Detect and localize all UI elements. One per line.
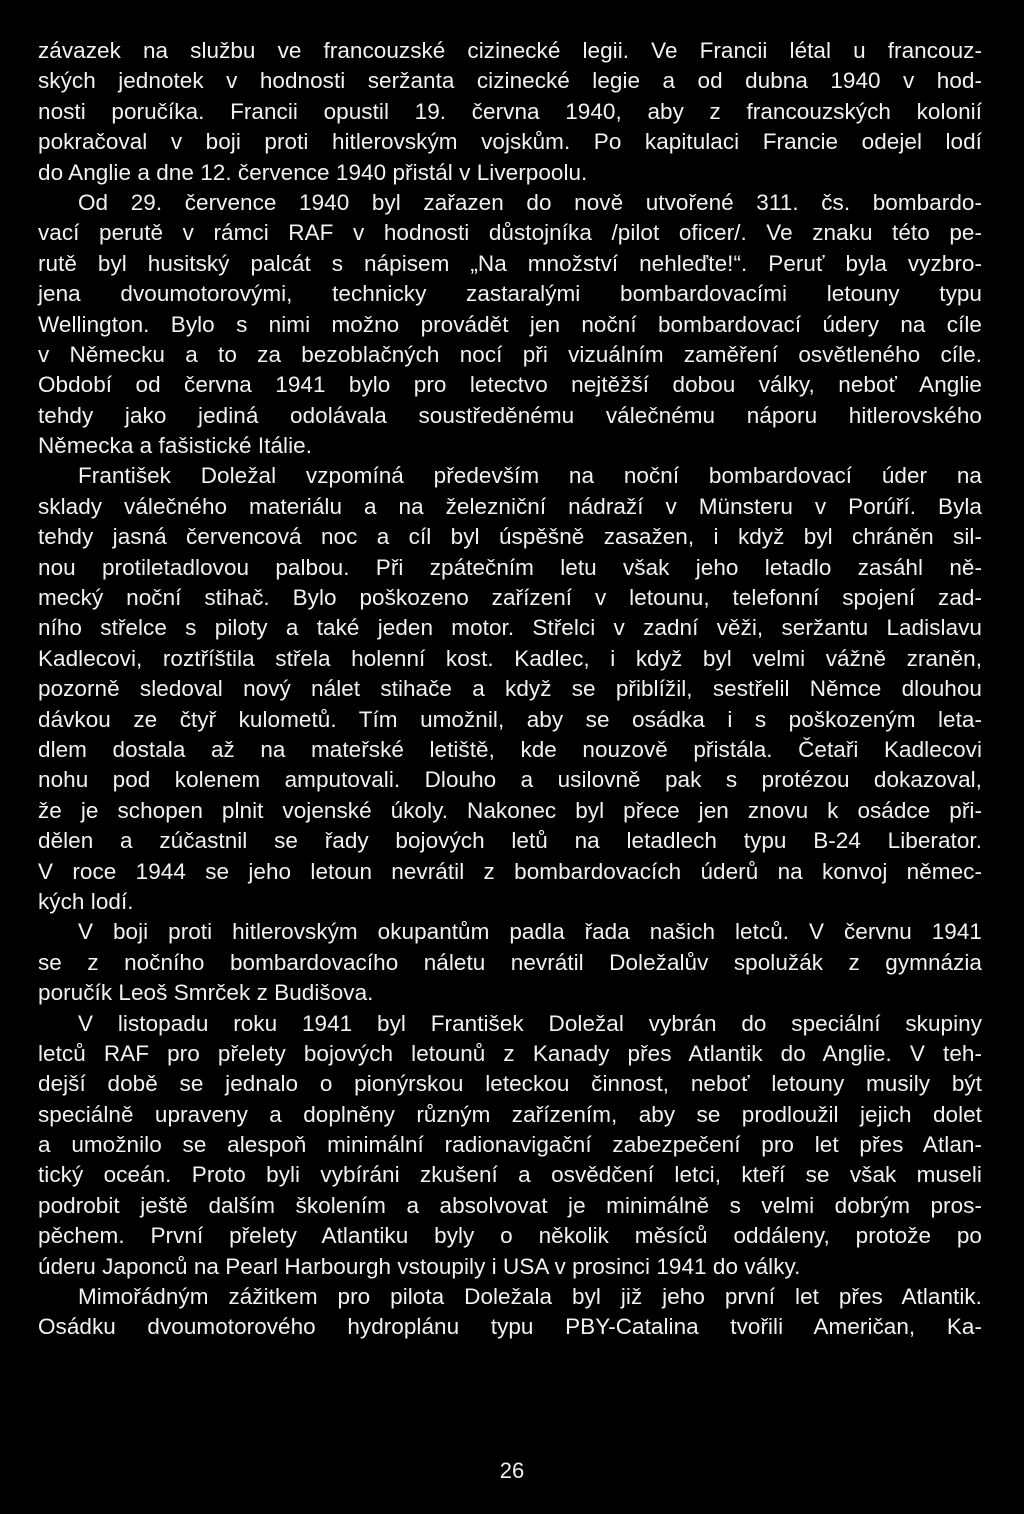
page-number: 26 bbox=[499, 1458, 525, 1483]
text-line: závazek na službu ve francouzské cizinecké legii. Ve Francii létal u francouz- bbox=[38, 38, 982, 63]
paragraph bbox=[38, 188, 982, 462]
text-line: rutě byl husitský palcát s nápisem „Na množství nehleďte!“. Peruť byla vyzbro- bbox=[38, 250, 982, 276]
paragraph bbox=[38, 36, 982, 188]
text-line: do Anglie a dne 12. července 1940 přistál v Liverpoolu. bbox=[38, 159, 588, 185]
text-line: dlem dostala až na mateřské letiště, kde nouzově přistála. Četaři Kadlecovi bbox=[38, 736, 982, 762]
text-line: Mimořádným zážitkem pro pilota Doležala byl již jeho první let přes Atlantik. bbox=[78, 1284, 982, 1310]
text-line: v Německu a to za bezoblačných nocí při vizuálním zaměření osvětleného cíle. bbox=[38, 341, 982, 367]
text-line: V boji proti hitlerovským okupantům padla řada našich letců. V červnu 1941 bbox=[78, 919, 982, 945]
text-line: úderu Japonců na Pearl Harbourgh vstoupily i USA v prosinci 1941 do války. bbox=[38, 1253, 801, 1279]
text-line: kých lodí. bbox=[38, 888, 134, 914]
paragraph bbox=[38, 1282, 982, 1343]
text-line: tehdy jasná červencová noc a cíl byl úspěšně zasažen, i když byl chráněn sil- bbox=[38, 524, 982, 550]
text-line: že je schopen plnit vojenské úkoly. Nakonec byl přece jen znovu k osádce při- bbox=[38, 797, 982, 823]
text-line: Od 29. července 1940 byl zařazen do nově utvořené 311. čs. bombardo- bbox=[78, 189, 982, 215]
paragraph bbox=[38, 461, 982, 917]
text-line: dělen a zúčastnil se řady bojových letů na letadlech typu B-24 Liberator. bbox=[38, 828, 982, 854]
text-line: mecký noční stihač. Bylo poškozeno zařízení v letounu, telefonní spojení zad- bbox=[38, 585, 982, 611]
text-line: Wellington. Bylo s nimi možno provádět jen noční bombardovací údery na cíle bbox=[38, 311, 982, 337]
text-line: vací perutě v rámci RAF v hodnosti důstojníka /pilot oficer/. Ve znaku této pe- bbox=[38, 220, 982, 246]
text-line: letců RAF pro přelety bojových letounů z Kanady přes Atlantik do Anglie. V teh- bbox=[38, 1040, 982, 1066]
text-line: a umožnilo se alespoň minimální radionavigační zabezpečení pro let přes Atlan- bbox=[38, 1132, 982, 1158]
text-line: jena dvoumotorovými, technicky zastaralými bombardovacími letouny typu bbox=[38, 281, 982, 307]
text-line: pěchem. První přelety Atlantiku byly o několik měsíců oddáleny, protože po bbox=[38, 1223, 982, 1249]
text-line: pozorně sledoval nový nálet stihače a když se přiblížil, sestřelil Němce dlouhou bbox=[38, 676, 982, 702]
text-line: sklady válečného materiálu a na železniční nádraží v Münsteru v Porúří. Byla bbox=[38, 493, 982, 519]
text-line: dejší době se jednalo o pionýrskou leteckou činnost, neboť letouny musily být bbox=[38, 1071, 982, 1097]
text-line: tehdy jako jediná odolávala soustředěnému válečnému náporu hitlerovského bbox=[38, 402, 982, 428]
text-line: nohu pod kolenem amputovali. Dlouho a usilovně pak s protézou dokazoval, bbox=[38, 767, 982, 793]
text-line: Období od června 1941 bylo pro letectvo nejtěžší dobou války, neboť Anglie bbox=[38, 372, 982, 398]
text-line: nou protiletadlovou palbou. Při zpátečním letu však jeho letadlo zasáhl ně- bbox=[38, 554, 982, 580]
paragraph bbox=[38, 917, 982, 1008]
text-line: dávkou ze čtyř kulometů. Tím umožnil, aby se osádka i s poškozeným leta- bbox=[38, 706, 982, 732]
text-line: František Doležal vzpomíná především na noční bombardovací úder na bbox=[78, 463, 982, 489]
text-line: pokračoval v boji proti hitlerovským vojskům. Po kapitulaci Francie odejel lodí bbox=[38, 129, 982, 155]
text-line: poručík Leoš Smrček z Budišova. bbox=[38, 980, 374, 1006]
text-line: nosti poručíka. Francii opustil 19. června 1940, aby z francouzských kolonií bbox=[38, 98, 982, 124]
text-line: speciálně upraveny a doplněny různým zařízením, aby se prodloužil jejich dolet bbox=[38, 1101, 982, 1127]
text-line: V listopadu roku 1941 byl František Doležal vybrán do speciální skupiny bbox=[78, 1010, 982, 1036]
text-line: podrobit ještě dalším školením a absolvovat je minimálně s velmi dobrým pros- bbox=[38, 1192, 982, 1218]
text-line: Kadlecovi, roztříštila střela holenní kost. Kadlec, i když byl velmi vážně zraněn, bbox=[38, 645, 982, 671]
paragraph bbox=[38, 1009, 982, 1283]
text-line: Osádku dvoumotorového hydroplánu typu PBY-Catalina tvořili Američan, Ka- bbox=[38, 1314, 982, 1340]
text-line: V roce 1944 se jeho letoun nevrátil z bombardovacích úderů na konvoj němec- bbox=[38, 858, 982, 884]
page-body bbox=[38, 36, 982, 1343]
text-line: tický oceán. Proto byli vybíráni zkušení a osvědčení letci, kteří se však museli bbox=[38, 1162, 982, 1188]
text-line: ního střelce s piloty a také jeden motor. Střelci v zadní věži, seržantu Ladislavu bbox=[38, 615, 982, 641]
text-line: se z nočního bombardovacího náletu nevrátil Doležalův spolužák z gymnázia bbox=[38, 949, 982, 975]
text-line: Německa a fašistické Itálie. bbox=[38, 433, 313, 459]
text-line: ských jednotek v hodnosti seržanta cizinecké legie a od dubna 1940 v hod- bbox=[38, 68, 982, 94]
